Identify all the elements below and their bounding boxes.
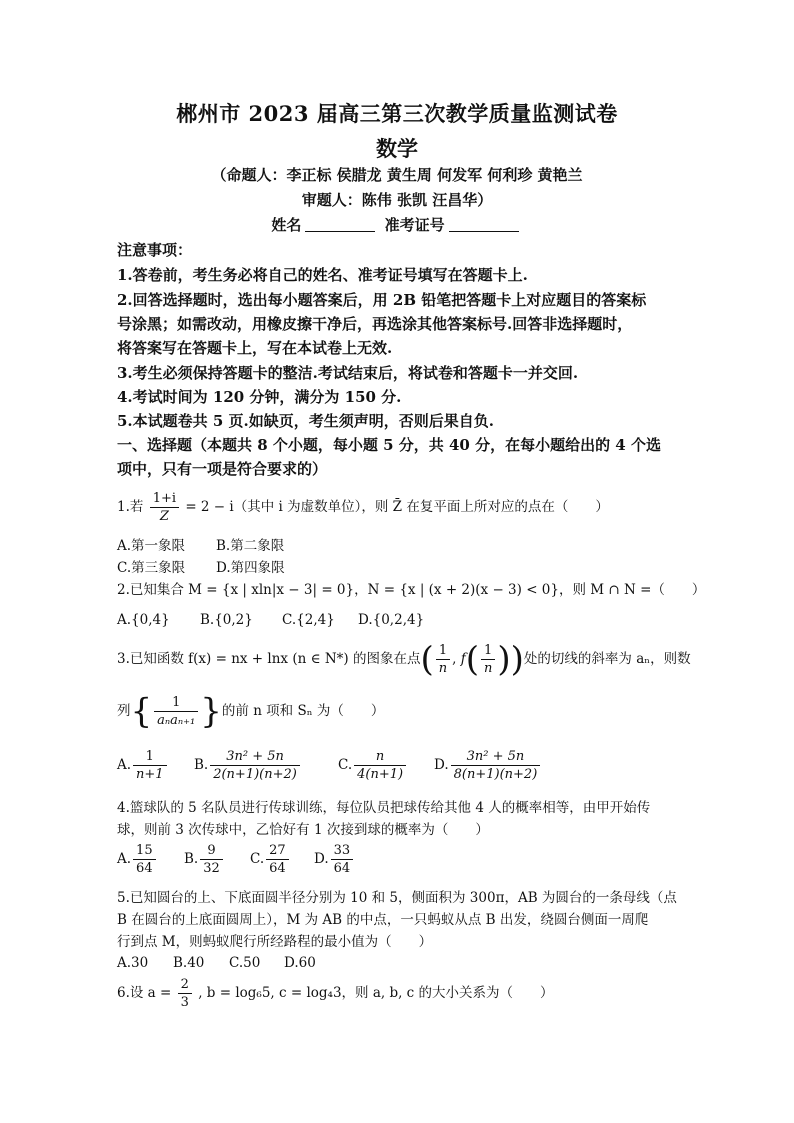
question-3-line-1: 3.已知函数 f(x) = nx + lnx (n ∈ N*) 的图象在点( $\frac{1}{n}$ , f( $\frac{1}{n}$ ))处的切线的斜率为 aₙ，则数 <box>117 639 691 680</box>
name-label: 姓名 <box>271 216 302 234</box>
q3-option-d[interactable]: D. $\frac{\text{3n² + 5n}}{8(n+1)(n+2)}$ <box>434 748 542 783</box>
q1-option-a[interactable]: A.第一象限 <box>117 538 186 554</box>
name-blank[interactable] <box>305 217 375 232</box>
q2-option-a[interactable]: A.{0,4} <box>117 612 170 628</box>
authors-line: （命题人：李正标 侯腊龙 黄生周 何发军 何利珍 黄艳兰 <box>211 166 583 184</box>
q6-fraction: $\frac{2}{3}$ <box>178 976 192 1011</box>
id-blank[interactable] <box>449 217 519 232</box>
q5-option-b[interactable]: B.40 <box>173 955 205 971</box>
q3-option-a[interactable]: A. $\frac{1}{n+1}$ <box>117 748 169 783</box>
q5-option-a[interactable]: A.30 <box>117 955 149 971</box>
q1-option-b[interactable]: B.第二象限 <box>216 538 285 554</box>
section-heading-cont: 项中，只有一项是符合要求的） <box>117 460 328 478</box>
q1-option-d[interactable]: D.第四象限 <box>216 560 285 576</box>
q3-option-c[interactable]: C. $\frac{n}{4(n+1)}$ <box>338 748 408 783</box>
notes-item: 1.答卷前，考生务必将自己的姓名、准考证号填写在答题卡上. <box>117 266 528 284</box>
notes-item: 将答案写在答题卡上，写在本试卷上无效. <box>117 339 393 357</box>
q1-prefix: 1.若 <box>117 499 144 515</box>
q1-option-c[interactable]: C.第三象限 <box>117 560 186 576</box>
q2-option-d[interactable]: D.{0,2,4} <box>358 612 425 628</box>
notes-item: 4.考试时间为 120 分钟，满分为 150 分. <box>117 388 402 406</box>
q3-sequence: $\frac{1}{\text{aₙaₙ₊₁}}$ <box>154 694 198 729</box>
question-2: 2.已知集合 M = {x | xln|x − 3| = 0}，N = {x | (x + 2)(x − 3) < 0}，则 M ∩ N =（ ） <box>117 582 706 598</box>
q3-option-b[interactable]: B. $\frac{\text{3n² + 5n}}{2(n+1)(n+2)}$ <box>194 748 302 783</box>
section-heading: 一、选择题（本题共 8 个小题，每小题 5 分，共 40 分，在每小题给出的 4 个选 <box>117 436 661 454</box>
q1-fraction: $\frac{1+i}{Z}$ <box>150 490 179 525</box>
q2-option-c[interactable]: C.{2,4} <box>282 612 335 628</box>
question-1 <box>117 490 609 525</box>
notes-heading: 注意事项： <box>117 241 193 259</box>
question-5-line-3: 行到点 M，则蚂蚁爬行所经路程的最小值为（ ） <box>117 934 433 950</box>
reviewers-line: 审题人：陈伟 张凯 汪昌华） <box>301 191 493 209</box>
notes-item: 3.考生必须保持答题卡的整洁.考试结束后，将试卷和答题卡一并交回. <box>117 364 579 382</box>
notes-item: 号涂黑；如需改动，用橡皮擦干净后，再选涂其他答案标号.回答非选择题时， <box>117 315 633 333</box>
question-5-line-2: B 在圆台的上底面圆周上），M 为 AB 的中点，一只蚂蚁从点 B 出发，绕圆台侧面一周爬 <box>117 912 649 928</box>
exam-title: 郴州市 2023 届高三第三次教学质量监测试卷 <box>176 101 618 126</box>
q1-suffix: = 2 − i（其中 i 为虚数单位），则 Z̄ 在复平面上所对应的点在（ ） <box>185 499 609 515</box>
question-5-line-1: 5.已知圆台的上、下底面圆半径分别为 10 和 5，侧面积为 300π，AB 为圆台的一条母线（点 <box>117 890 677 906</box>
q4-option-a[interactable]: A. $\frac{15}{64}$ <box>117 842 158 877</box>
question-4-line-1: 4.篮球队的 5 名队员进行传球训练，每位队员把球传给其他 4 人的概率相等，由甲开始传 <box>117 800 651 816</box>
question-3-line-2: 列{ $\frac{1}{\text{aₙaₙ₊₁}}$ }的前 n 项和 Sₙ 为（ ） <box>117 691 385 732</box>
q5-option-d[interactable]: D.60 <box>284 955 316 971</box>
q4-option-c[interactable]: C. $\frac{27}{64}$ <box>250 842 291 877</box>
notes-item: 5.本试题卷共 5 页.如缺页，考生须声明，否则后果自负. <box>117 412 494 430</box>
q3-point-x: $\frac{1}{n}$ <box>436 642 450 677</box>
q3-point-fx: $\frac{1}{n}$ <box>481 642 495 677</box>
notes-item: 2.回答选择题时，选出每小题答案后，用 2B 铅笔把答题卡上对应题目的答案标 <box>117 291 647 309</box>
q2-option-b[interactable]: B.{0,2} <box>200 612 253 628</box>
id-label: 准考证号 <box>384 216 445 234</box>
exam-subject: 数学 <box>376 136 418 161</box>
question-4-line-2: 球，则前 3 次传球中，乙恰好有 1 次接到球的概率为（ ） <box>117 822 489 838</box>
q4-option-d[interactable]: D. $\frac{33}{64}$ <box>314 842 355 877</box>
q5-option-c[interactable]: C.50 <box>229 955 261 971</box>
q4-option-b[interactable]: B. $\frac{9}{32}$ <box>184 842 225 877</box>
candidate-info-line <box>0 214 794 235</box>
question-6: 6.设 a = $\frac{2}{3}$ , b = log₆5, c = log₄3，则 a, b, c 的大小关系为（ ） <box>117 977 554 1010</box>
